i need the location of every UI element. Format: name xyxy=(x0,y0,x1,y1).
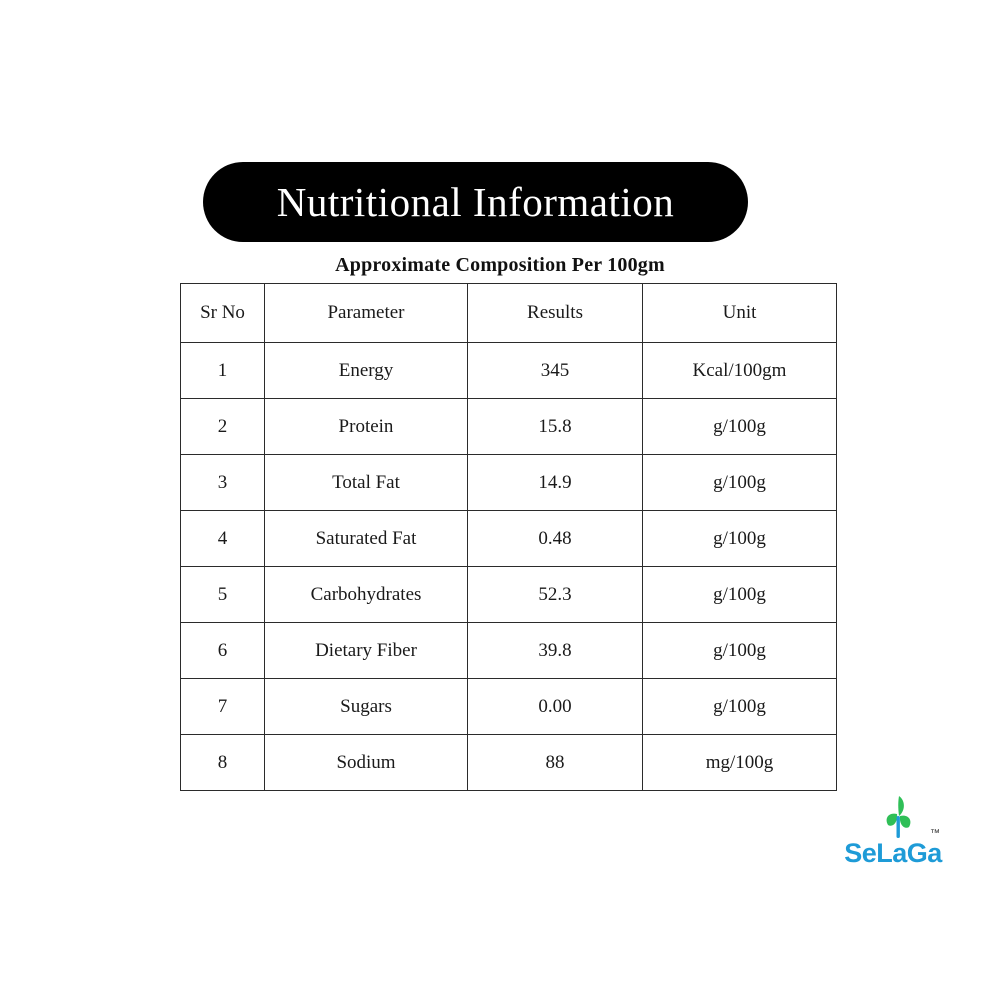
cell-result: 345 xyxy=(468,343,643,399)
cell-parameter: Energy xyxy=(265,343,468,399)
cell-sr-no: 4 xyxy=(181,511,265,567)
column-header-unit: Unit xyxy=(643,284,837,343)
cell-unit: mg/100g xyxy=(643,735,837,791)
cell-unit: g/100g xyxy=(643,511,837,567)
table-header-row xyxy=(181,284,837,343)
cell-result: 88 xyxy=(468,735,643,791)
cell-parameter: Sodium xyxy=(265,735,468,791)
table-row xyxy=(181,399,837,455)
table-row xyxy=(181,623,837,679)
table-row xyxy=(181,735,837,791)
trademark-symbol: ™ xyxy=(930,828,940,839)
nutrition-table-container xyxy=(180,283,836,791)
cell-parameter: Saturated Fat xyxy=(265,511,468,567)
sprout-leaf-icon xyxy=(880,792,916,842)
cell-result: 15.8 xyxy=(468,399,643,455)
cell-sr-no: 6 xyxy=(181,623,265,679)
cell-unit: g/100g xyxy=(643,679,837,735)
table-row xyxy=(181,455,837,511)
cell-sr-no: 5 xyxy=(181,567,265,623)
cell-sr-no: 7 xyxy=(181,679,265,735)
cell-result: 14.9 xyxy=(468,455,643,511)
table-row xyxy=(181,511,837,567)
cell-parameter: Carbohydrates xyxy=(265,567,468,623)
brand-name: SeLaGa xyxy=(844,838,942,868)
cell-unit: g/100g xyxy=(643,623,837,679)
cell-parameter: Protein xyxy=(265,399,468,455)
cell-parameter: Sugars xyxy=(265,679,468,735)
cell-parameter: Total Fat xyxy=(265,455,468,511)
table-row xyxy=(181,679,837,735)
table-row xyxy=(181,343,837,399)
cell-unit: g/100g xyxy=(643,455,837,511)
cell-unit: Kcal/100gm xyxy=(643,343,837,399)
page-title: Nutritional Information xyxy=(276,178,675,225)
cell-unit: g/100g xyxy=(643,399,837,455)
nutrition-table xyxy=(180,283,837,791)
cell-result: 0.48 xyxy=(468,511,643,567)
column-header-sr-no: Sr No xyxy=(181,284,265,343)
cell-sr-no: 8 xyxy=(181,735,265,791)
cell-result: 0.00 xyxy=(468,679,643,735)
cell-result: 39.8 xyxy=(468,623,643,679)
column-header-parameter: Parameter xyxy=(265,284,468,343)
column-header-results: Results xyxy=(468,284,643,343)
subtitle: Approximate Composition Per 100gm xyxy=(335,254,665,276)
brand-logo xyxy=(838,792,958,870)
cell-sr-no: 3 xyxy=(181,455,265,511)
cell-parameter: Dietary Fiber xyxy=(265,623,468,679)
cell-result: 52.3 xyxy=(468,567,643,623)
cell-unit: g/100g xyxy=(643,567,837,623)
cell-sr-no: 1 xyxy=(181,343,265,399)
table-row xyxy=(181,567,837,623)
title-banner xyxy=(203,162,748,242)
cell-sr-no: 2 xyxy=(181,399,265,455)
